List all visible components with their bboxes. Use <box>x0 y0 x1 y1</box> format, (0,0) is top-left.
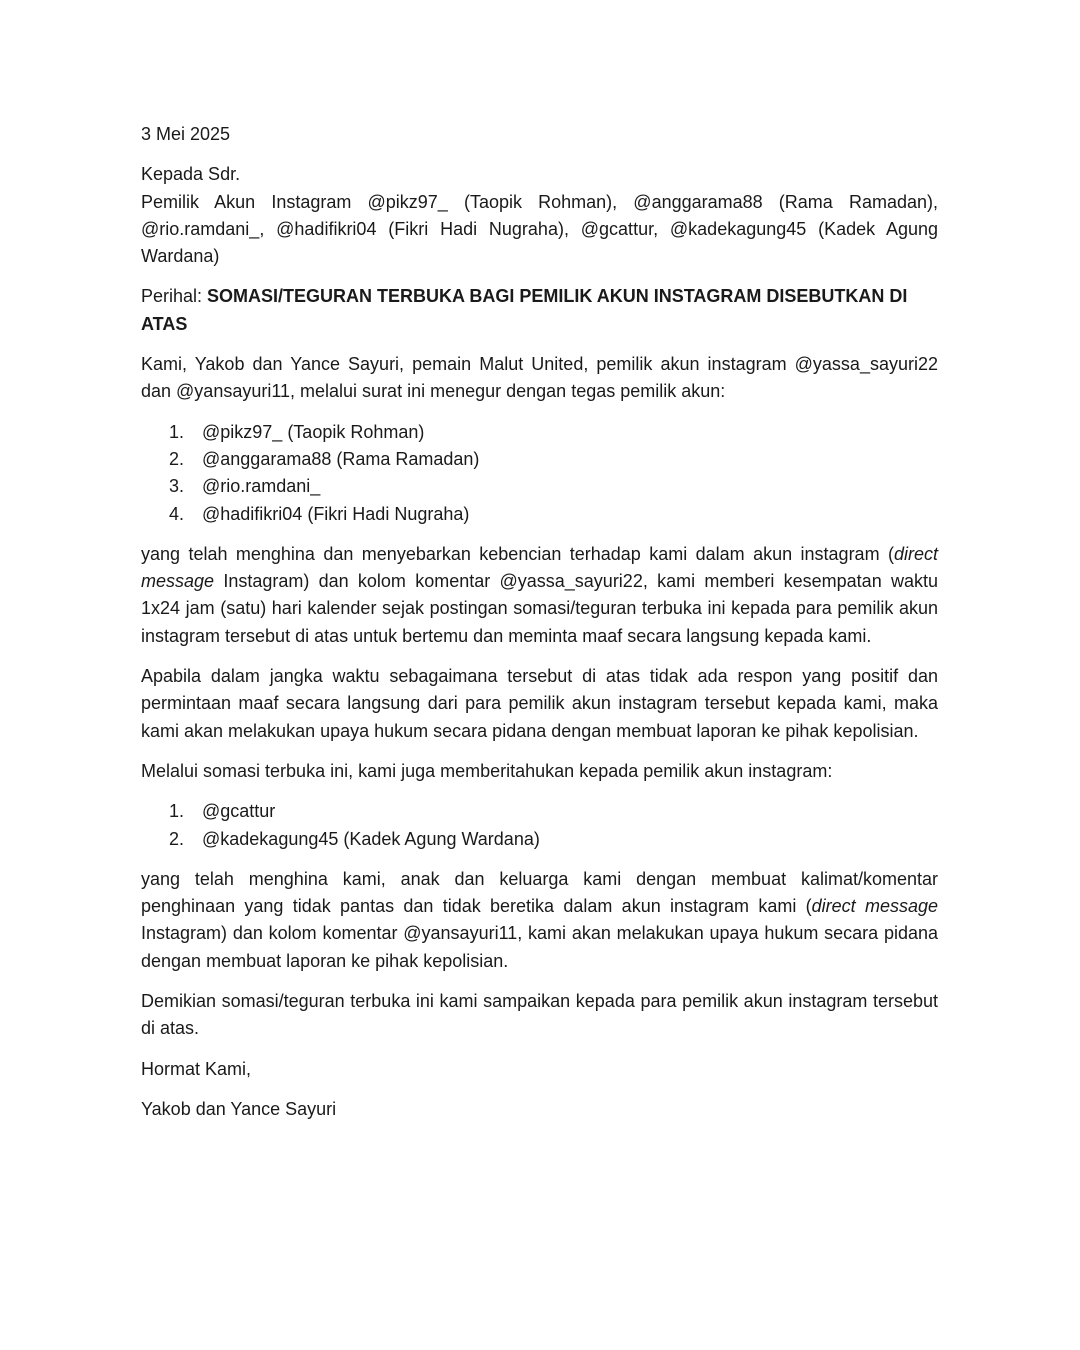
warning-paragraph <box>141 541 938 650</box>
subject-text: SOMASI/TEGURAN TERBUKA BAGI PEMILIK AKUN INSTAGRAM DISEBUTKAN DI ATAS <box>141 286 908 334</box>
list-number: 3. <box>169 476 185 497</box>
list-item-text: @gcattur <box>202 801 276 822</box>
closing-line: Hormat Kami, <box>141 1058 252 1079</box>
notified-accounts-list <box>141 798 938 853</box>
letter-document <box>141 121 938 1136</box>
legal-action-paragraph <box>141 866 938 975</box>
list-number: 1. <box>169 801 185 822</box>
intro-paragraph: Kami, Yakob dan Yance Sayuri, pemain Malut United, pemilik akun instagram @yassa_sayuri22 dan @yansayuri11, melalui surat ini menegur dengan tegas pemilik akun: <box>141 354 938 402</box>
list-number: 2. <box>169 828 185 849</box>
conclusion-paragraph: Demikian somasi/teguran terbuka ini kami sampaikan kepada para pemilik akun instagram tersebut di atas. <box>141 991 938 1039</box>
warning-text-start: yang telah menghina dan menyebarkan kebencian terhadap kami dalam akun instagram ( <box>141 543 894 564</box>
subject-line <box>141 283 938 338</box>
list-item-text: @pikz97_ (Taopik Rohman) <box>202 421 425 442</box>
consequence-paragraph: Apabila dalam jangka waktu sebagaimana tersebut di atas tidak ada respon yang positif dan permintaan maaf secara langsung dari para pemilik akun instagram tersebut kepada kami, maka kami akan melakukan upaya hukum secara pidana dengan membuat laporan ke pihak kepolisian. <box>141 666 938 741</box>
subject-label: Perihal: <box>141 286 203 307</box>
legal-italic-term: direct message <box>811 896 938 917</box>
notice-paragraph: Melalui somasi terbuka ini, kami juga memberitahukan kepada pemilik akun instagram: <box>141 760 833 781</box>
list-number: 2. <box>169 448 185 469</box>
letter-date: 3 Mei 2025 <box>141 124 231 144</box>
recipient-details: Pemilik Akun Instagram @pikz97_ (Taopik Rohman), @anggarama88 (Rama Ramadan), @rio.ramdani_, @hadifikri04 (Fikri Hadi Nugraha), @gcattur, @kadekagung45 (Kadek Agung Wardana) <box>141 191 938 267</box>
list-number: 1. <box>169 421 185 442</box>
recipient-block <box>141 161 938 270</box>
list-item <box>141 798 938 825</box>
list-item <box>141 473 938 500</box>
warning-text-end: Instagram) dan kolom komentar @yassa_sayuri22, kami memberi kesempatan waktu 1x24 jam (satu) hari kalender sejak postingan somasi/teguran terbuka ini kepada para pemilik akun instagram tersebut di atas untuk bertemu dan meminta maaf secara langsung kepada kami. <box>141 571 938 646</box>
legal-text-end: Instagram) dan kolom komentar @yansayuri11, kami akan melakukan upaya hukum secara pidana dengan membuat laporan ke pihak kepolisian. <box>141 923 938 971</box>
list-item-text: @hadifikri04 (Fikri Hadi Nugraha) <box>202 503 470 524</box>
list-number: 4. <box>169 503 185 524</box>
signature: Yakob dan Yance Sayuri <box>141 1098 337 1119</box>
accused-accounts-list <box>141 419 938 528</box>
list-item-text: @anggarama88 (Rama Ramadan) <box>202 448 480 469</box>
list-item-text: @rio.ramdani_ <box>202 476 321 497</box>
warning-italic-term: direct message <box>141 543 938 592</box>
list-item-text: @kadekagung45 (Kadek Agung Wardana) <box>202 828 540 849</box>
list-item <box>141 446 938 473</box>
recipient-salutation: Kepada Sdr. <box>141 164 241 185</box>
list-item <box>141 501 938 528</box>
list-item <box>141 419 938 446</box>
list-item <box>141 826 938 853</box>
legal-text-start: yang telah menghina kami, anak dan keluarga kami dengan membuat kalimat/komentar penghinaan yang tidak pantas dan tidak beretika dalam akun instagram kami ( <box>141 868 938 917</box>
